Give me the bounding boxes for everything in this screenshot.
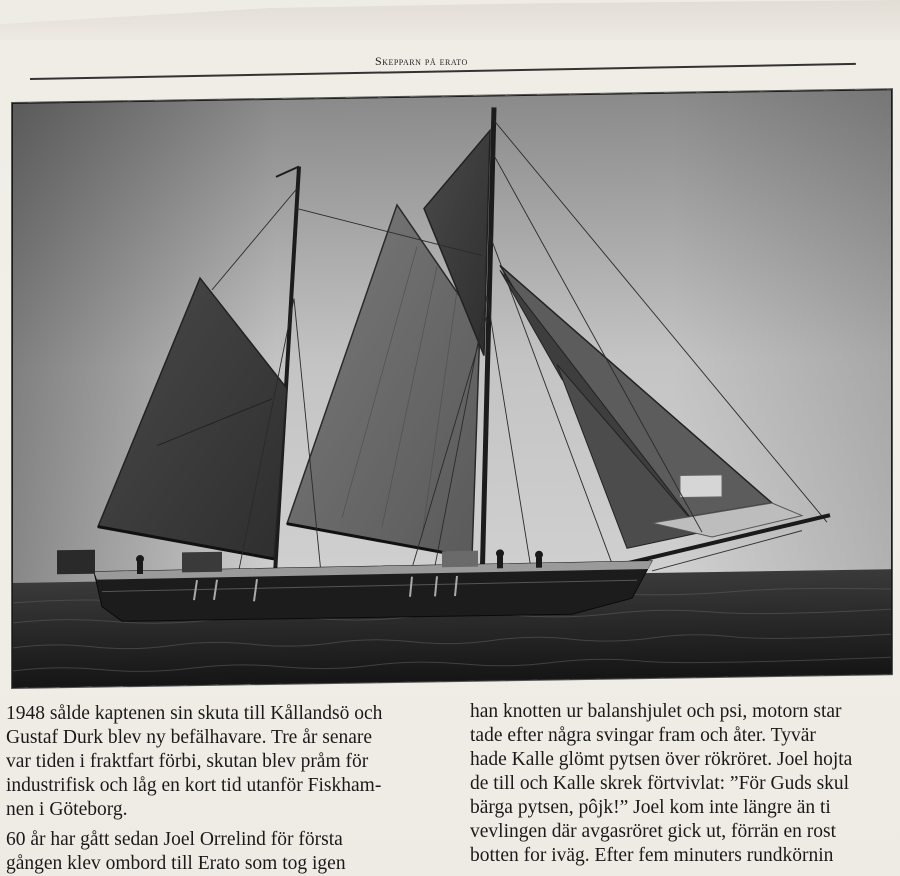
right-line-1: han knotten ur balanshjulet och psi, motorn star (470, 701, 842, 722)
text-column-left (6, 702, 430, 876)
left-line-3: var tiden i fraktfart förbi, skutan blev pråm för (6, 751, 369, 772)
left-line-1: 1948 sålde kaptenen sin skuta till Kållandsö och (6, 703, 383, 724)
page-curl (0, 0, 900, 40)
left-line-2: Gustaf Durk blev ny befälhavare. Tre år senare (6, 727, 373, 748)
left-line-4: industrifisk och låg en kort tid utanför Fiskham- (6, 775, 382, 796)
right-line-6: vevlingen där avgasröret gick ut, förrän en rost (470, 821, 837, 842)
text-column-right (470, 700, 900, 868)
right-line-3: hade Kalle glömt pytsen över rökröret. Joel hojta (470, 749, 853, 770)
running-head: Skepparn på erato (375, 54, 468, 68)
left-line-5: nen i Göteborg. (6, 799, 128, 820)
left-line-7: gången klev ombord till Erato som tog igen (6, 853, 346, 874)
left-line-6: 60 år har gått sedan Joel Orrelind för första (6, 829, 343, 850)
right-line-2: tade efter några svingar fram och åter. Tyvär (470, 725, 816, 746)
ship-photograph (12, 89, 892, 688)
right-line-4: de till och Kalle skrek förtvivlat: ”För Guds skul (470, 773, 850, 794)
right-line-7: botten for iväg. Efter fem minuters rundkörnin (470, 845, 834, 866)
right-line-5: bärga pytsen, pôjk!” Joel kom inte längre än ti (470, 797, 831, 818)
